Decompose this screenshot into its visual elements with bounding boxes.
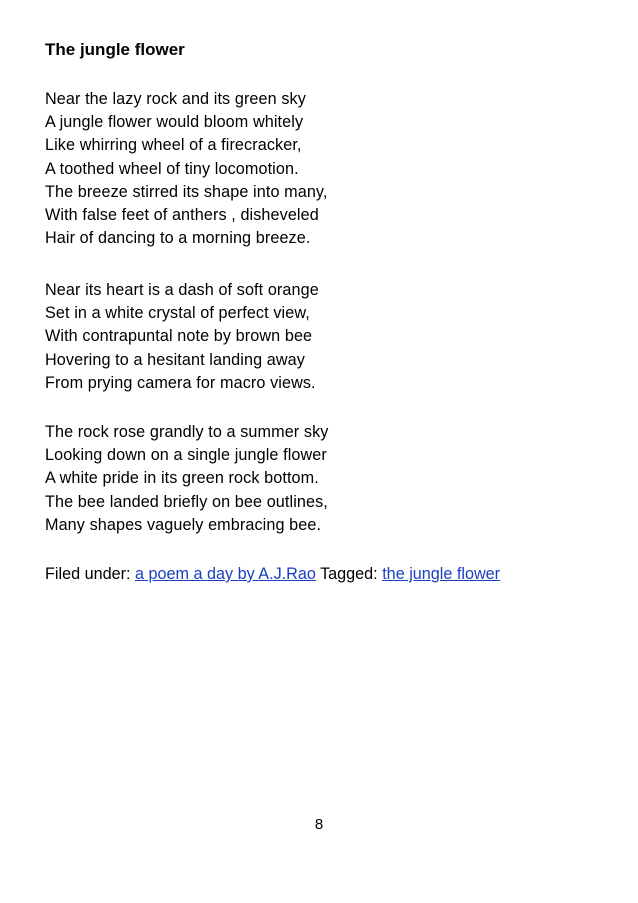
tagged-label: Tagged: — [320, 565, 378, 583]
poem-line: A jungle flower would bloom whitely — [45, 113, 304, 132]
poem-line: Hair of dancing to a morning breeze. — [45, 229, 311, 248]
page-number: 8 — [314, 816, 324, 833]
poem-stanza-3 — [45, 421, 328, 537]
poem-line: Hovering to a hesitant landing away — [45, 350, 305, 369]
poem-line: Near the lazy rock and its green sky — [45, 90, 306, 108]
poem-line: Near its heart is a dash of soft orange — [45, 281, 319, 299]
poem-line: Like whirring wheel of a firecracker, — [45, 136, 302, 155]
poem-line: From prying camera for macro views. — [45, 373, 316, 392]
poem-line: With contrapuntal note by brown bee — [45, 327, 313, 346]
category-link[interactable]: a poem a day by A.J.Rao — [134, 565, 316, 583]
filed-under-label: Filed under: — [45, 565, 131, 583]
post-meta — [45, 563, 500, 586]
poem-stanza-2 — [45, 279, 319, 395]
poem-stanza-1 — [45, 88, 328, 250]
poem-line: The breeze stirred its shape into many, — [45, 182, 328, 201]
poem-line: The bee landed briefly on bee outlines, — [45, 492, 328, 511]
poem-line: Many shapes vaguely embracing bee. — [45, 515, 322, 534]
poem-line: A toothed wheel of tiny locomotion. — [45, 159, 299, 178]
poem-line: With false feet of anthers , disheveled — [45, 205, 319, 224]
poem-line: The rock rose grandly to a summer sky — [45, 423, 329, 441]
poem-line: Set in a white crystal of perfect view, — [45, 304, 310, 323]
tag-link[interactable]: the jungle flower — [382, 565, 501, 583]
poem-line: Looking down on a single jungle flower — [45, 446, 327, 465]
page-title: The jungle flower — [45, 40, 185, 59]
poem-line: A white pride in its green rock bottom. — [45, 469, 319, 488]
